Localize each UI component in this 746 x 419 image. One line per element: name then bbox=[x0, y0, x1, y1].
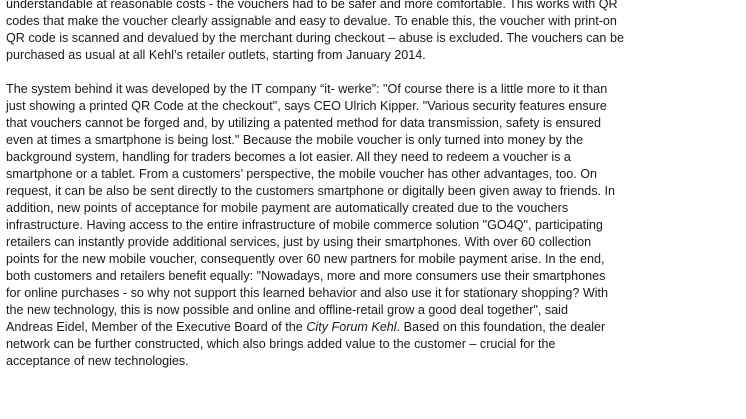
text-line: QR code is scanned and devalued by the merchant during checkout – abuse is excluded. The vouchers can be bbox=[6, 31, 624, 45]
text-segment: Andreas Eidel, Member of the Executive Board of the bbox=[6, 320, 307, 334]
organization-name-italic: City Forum Kehl bbox=[306, 320, 397, 334]
text-line-with-italic bbox=[6, 319, 736, 336]
text-line: addition, new points of acceptance for mobile payment are automatically created due to the vouchers bbox=[6, 201, 569, 215]
text-line: infrastructure. Having access to the entire infrastructure of mobile commerce solution "GO4Q", participating bbox=[6, 218, 603, 232]
text-line: request, it can be also be sent directly to the customers smartphone or digitally been given away to friends. In bbox=[6, 184, 616, 198]
paragraph-voucher-intro bbox=[6, 0, 736, 64]
text-line: The system behind it was developed by the IT company “it- werke”: "Of course there is a little more to it than bbox=[6, 82, 608, 96]
text-line: even at times a smartphone is being lost." Because the mobile voucher is only turned into money by the bbox=[6, 133, 584, 147]
paragraph-spacer bbox=[6, 64, 736, 81]
document-page bbox=[6, 0, 736, 370]
text-segment: . Based on this foundation, the dealer bbox=[396, 320, 606, 334]
text-line: network can be further constructed, which also brings added value to the customer – crucial for the bbox=[6, 337, 556, 351]
text-line: retailers can instantly provide additional services, just by using their smartphones. With over 60 collection bbox=[6, 235, 592, 249]
text-line: that vouchers cannot be forged and, by utilizing a patented method for data transmission, safety is ensured bbox=[6, 116, 602, 130]
text-line: acceptance of new technologies. bbox=[6, 354, 189, 368]
text-line: background system, handling for traders becomes a lot easier. All they need to redeem a voucher is a bbox=[6, 150, 571, 164]
text-line: for online purchases - so why not support this learned behavior and also use it for stationary shopping? With bbox=[6, 286, 609, 300]
text-line: codes that make the voucher clearly assignable and easy to devalue. To enable this, the voucher with print-on bbox=[6, 14, 617, 28]
text-line: purchased as usual at all Kehl’s retailer outlets, starting from January 2014. bbox=[6, 48, 426, 62]
text-line: just showing a printed QR Code at the checkout", says CEO Ulrich Kipper. "Various security features ensure bbox=[6, 99, 607, 113]
text-line: smartphone or a tablet. From a customers’ perspective, the mobile voucher has other advantages, too. On bbox=[6, 167, 598, 181]
text-line: the new technology, this is now possible and online and offline-retail grow a good deal together", said bbox=[6, 303, 568, 317]
paragraph-system-details bbox=[6, 81, 736, 370]
text-line: understandable at reasonable costs - the vouchers had to be safer and more comfortable. This works with QR bbox=[6, 0, 618, 11]
text-line: points for the new mobile voucher, consequently over 60 new partners for mobile payment arise. In the end, bbox=[6, 252, 605, 266]
text-line: both customers and retailers benefit equally: "Nowadays, more and more consumers use their smartphones bbox=[6, 269, 606, 283]
